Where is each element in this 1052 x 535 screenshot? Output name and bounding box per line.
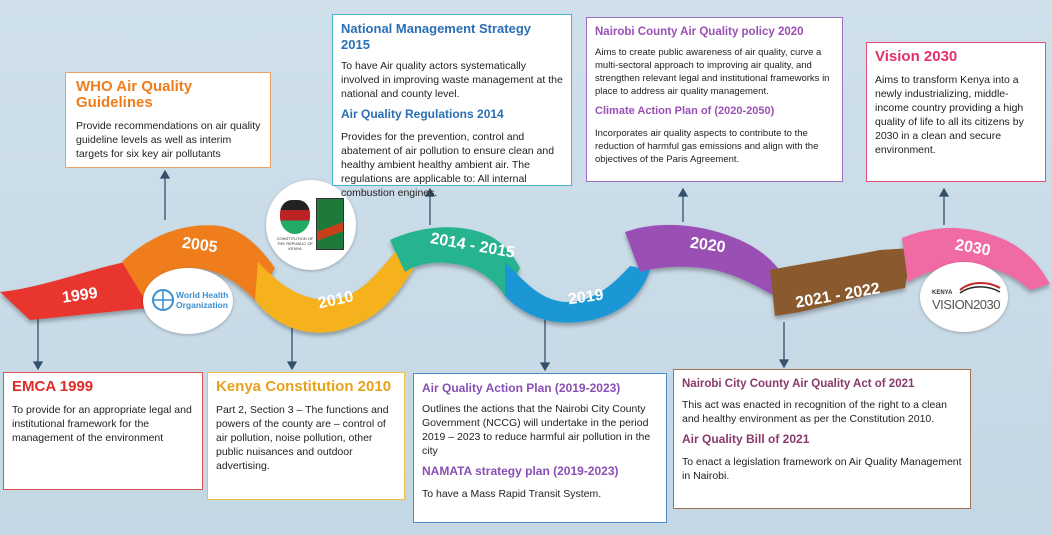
action-plan-box <box>413 373 667 523</box>
year-2030: 2030 <box>953 236 992 260</box>
national-strategy-title: National Management Strategy 2015 <box>341 21 531 52</box>
nairobi-policy-title: Nairobi County Air Quality policy 2020 <box>595 26 804 38</box>
aq-bill-title: Air Quality Bill of 2021 <box>682 432 810 446</box>
climate-action-text: Incorporates air quality aspects to contribute to the reduction of harmful gas emissions and align with the objectives of the Paris Agreement. <box>595 128 819 165</box>
ribbon-2021 <box>770 248 912 316</box>
vision2030-title: Vision 2030 <box>875 48 958 65</box>
year-2021-2022: 2021 - 2022 <box>794 280 882 312</box>
emca-text: To provide for an appropriate legal and institutional framework for the management of the environment <box>12 404 192 444</box>
nairobi-act-title: Nairobi City County Air Quality Act of 2021 <box>682 378 915 390</box>
constitution-box <box>207 372 405 500</box>
nairobi-policy-text: Aims to create public awareness of air quality, curve a multi-sectoral approach to improving air quality, and strengthen relevant legal and institutional frameworks in place to address air quality management. <box>595 47 830 97</box>
year-1999: 1999 <box>61 284 99 307</box>
who-guidelines-box <box>65 72 271 168</box>
constitution-book-icon <box>316 198 344 250</box>
action-plan-text: Outlines the actions that the Nairobi City County Government (NCCG) will undertake in the period 2019 – 2023 to reduce harmful air pollution in the city <box>422 403 651 457</box>
year-2020: 2020 <box>688 234 727 257</box>
nairobi-policy-box <box>586 17 843 182</box>
year-2019: 2019 <box>567 286 605 309</box>
aq-bill-text: To enact a legislation framework on Air Quality Management in Nairobi. <box>682 456 962 482</box>
year-2005: 2005 <box>180 234 219 257</box>
vision-logo-text: VISION2030 <box>932 297 1000 312</box>
aq-regulations-text: Provides for the prevention, control and abatement of air pollution to ensure clean and healthy ambient healthy ambient air. The regulations are applicable to: All internal combustion engines. <box>341 131 555 199</box>
who-guidelines-text: Provide recommendations on air quality guideline levels as well as interim targets for six key air pollutants <box>76 120 261 160</box>
namata-text: To have a Mass Rapid Transit System. <box>422 488 602 500</box>
coat-of-arms-icon <box>280 200 310 234</box>
emca-box <box>3 372 203 490</box>
nairobi-act-box <box>673 369 971 509</box>
year-2014-2015: 2014 - 2015 <box>429 230 517 262</box>
vision2030-text: Aims to transform Kenya into a newly industrializing, middle-income country providing a high quality of life to all its citizens by 2030 in a clean and secure environment. <box>875 74 1024 156</box>
nairobi-act-text: This act was enacted in recognition of the right to a clean and healthy environment as per the Constitution 2010. <box>682 399 947 425</box>
vision-kenya-text: KENYA <box>932 290 953 296</box>
year-2010: 2010 <box>316 288 356 313</box>
who-logo-text: World Health Organization <box>176 290 229 310</box>
who-guidelines-title: WHO Air Quality Guidelines <box>76 78 193 111</box>
who-logo <box>143 268 233 334</box>
aq-regulations-title: Air Quality Regulations 2014 <box>341 107 504 121</box>
national-strategy-box <box>332 14 572 199</box>
vision2030-logo <box>920 262 1008 332</box>
constitution-title: Kenya Constitution 2010 <box>216 378 392 395</box>
vision2030-box <box>866 42 1046 182</box>
constitution-logo-text: CONSTITUTION OF THE REPUBLIC OF KENYA <box>276 236 314 251</box>
constitution-text: Part 2, Section 3 – The functions and powers of the county are – control of air pollution, noise pollution, other public nuisances and outdoor advertising. <box>216 404 389 472</box>
national-strategy-text: To have Air quality actors systematically involved in improving waste management at the national and county level. <box>341 60 563 100</box>
climate-action-title: Climate Action Plan of (2020-2050) <box>595 105 775 117</box>
action-plan-title: Air Quality Action Plan (2019-2023) <box>422 381 621 395</box>
emca-title: EMCA 1999 <box>12 378 94 395</box>
namata-title: NAMATA strategy plan (2019-2023) <box>422 464 619 478</box>
